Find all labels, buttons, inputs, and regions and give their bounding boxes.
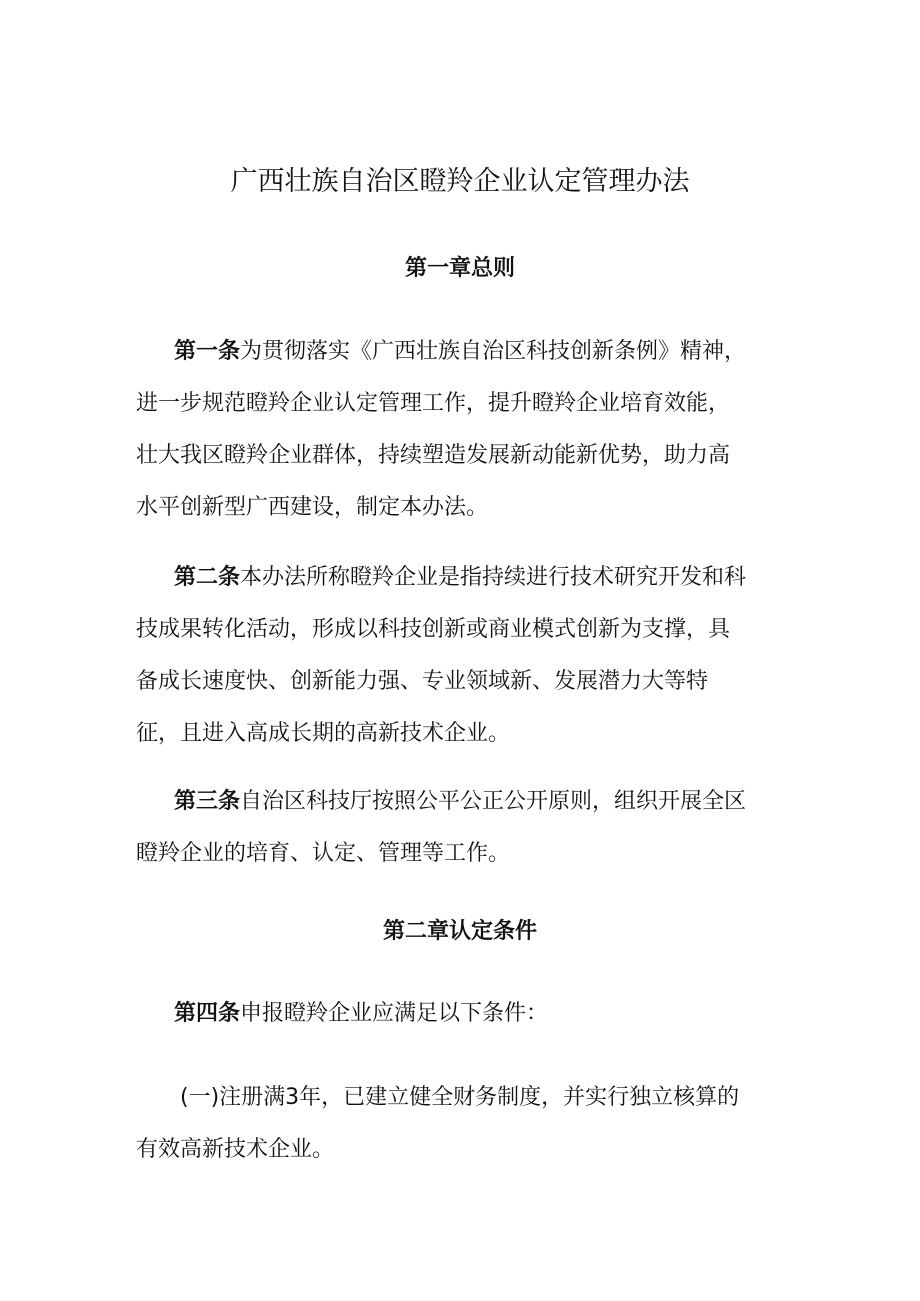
- article-1-line-1: [136, 326, 776, 378]
- item-1-line-2: 有效高新技术企业。: [136, 1137, 335, 1162]
- article-1-line-4: 水平创新型广西建设，制定本办法。: [136, 495, 489, 520]
- article-4: [136, 988, 776, 1040]
- chapter-heading-2: 第二章认定条件: [382, 919, 537, 944]
- article-1-line-2: 进一步规范瞪羚企业认定管理工作，提升瞪羚企业培育效能，: [136, 391, 731, 416]
- article-2-label: 第二条: [174, 565, 241, 590]
- document-title: 广西壮族自治区瞪羚企业认定管理办法: [230, 166, 690, 197]
- article-1-text-1: 为贯彻落实《广西壮族自治区科技创新条例》精神，: [240, 339, 747, 364]
- article-1-line-3: 壮大我区瞪羚企业群体，持续塑造发展新动能新优势，助力高: [136, 443, 731, 468]
- article-4-text-1: 申报瞪羚企业应满足以下条件：: [240, 1001, 549, 1026]
- article-4-line-1: [136, 988, 776, 1040]
- item-1-line-1: (一)注册满3年，已建立健全财务制度，并实行独立核算的: [180, 1085, 740, 1110]
- article-2-line-1: [136, 552, 776, 604]
- article-4-label: 第四条: [174, 1001, 241, 1026]
- article-3-line-2: 瞪羚企业的培育、认定、管理等工作。: [136, 841, 511, 866]
- article-2-line-3: 备成长速度快、创新能力强、专业领域新、发展潜力大等特: [136, 669, 709, 694]
- article-1: [136, 326, 776, 534]
- article-3-text-1: 自治区科技厅按照公平公正公开原则，组织开展全区: [240, 789, 747, 814]
- article-3-line-1: [136, 776, 776, 828]
- article-2: [136, 552, 776, 760]
- article-1-label: 第一条: [174, 339, 241, 364]
- article-2-line-4: 征，且进入高成长期的高新技术企业。: [136, 721, 511, 746]
- article-2-line-2: 技成果转化活动，形成以科技创新或商业模式创新为支撑，具: [136, 617, 731, 642]
- item-1: [136, 1072, 776, 1176]
- chapter-heading-1: 第一章总则: [404, 256, 515, 281]
- article-2-text-1: 本办法所称瞪羚企业是指持续进行技术研究开发和科: [240, 565, 747, 590]
- article-3: [136, 776, 776, 880]
- article-3-label: 第三条: [174, 789, 241, 814]
